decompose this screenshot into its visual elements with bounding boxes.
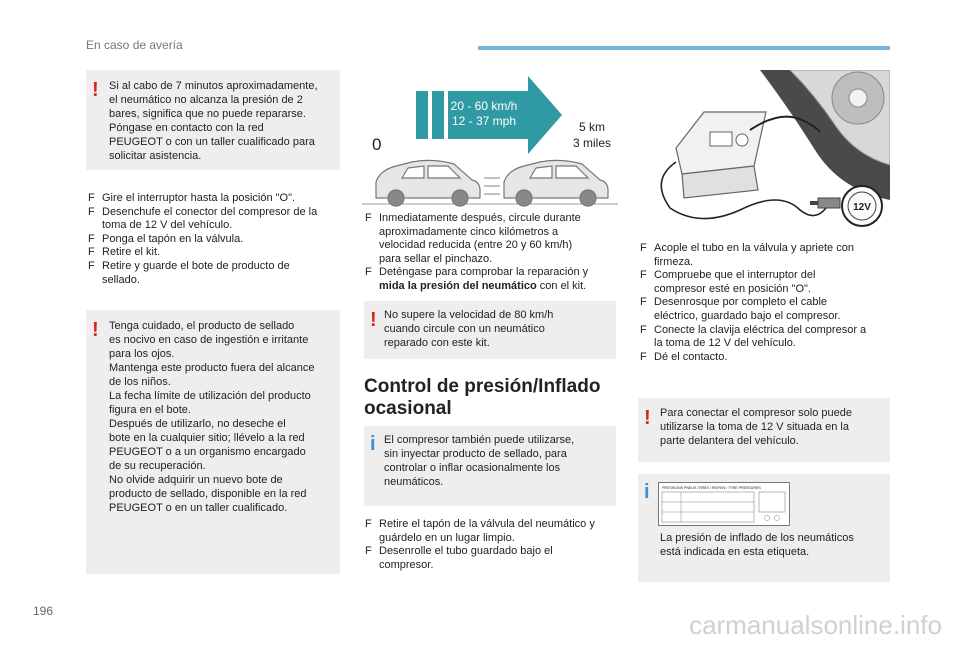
step-item: Dé el contacto. (654, 350, 728, 363)
label-title: PRESSIONS PNEUS /TIRES / REIFEN / TYRE PRESSURES (662, 486, 761, 490)
warning-text: Si al cabo de 7 minutos aproximadamente, el neumático no alcanza la presión de 2 bares, significa que no puede repararse. Póngase en contacto con la red PEUGEOT o con un taller cualificado para solicitar asistencia. (109, 80, 318, 162)
step-item: Acople el tubo en la válvula y apriete con firmeza. (654, 242, 854, 268)
steps-list-col1: F Gire el interruptor hasta la posición "O". F Desenchufe el conector del compresor de la toma de 12 V del vehículo. F Ponga el tapón en la válvula. F Retire el kit. F Retire y guarde el bote de producto de sellado. (88, 192, 318, 286)
socket-label: 12V (853, 202, 871, 213)
warning-icon: ! (92, 319, 99, 341)
info-text: El compresor también puede utilizarse, sin inyectar producto de sellado, para controlar o inflar ocasionalmente los neumáticos. (384, 434, 575, 488)
step-tail: con el kit. (536, 279, 587, 292)
header-accent-bar (478, 46, 890, 50)
step-item: Compruebe que el interruptor del compresor esté en posición "O". (654, 269, 816, 295)
warning-text: No supere la velocidad de 80 km/h cuando circule con un neumático reparado con este kit. (384, 309, 554, 349)
speed-kmh: 20 - 60 km/h (450, 99, 518, 113)
distance-miles: 3 miles (572, 136, 612, 150)
info-box-compressor (364, 426, 616, 506)
step-item: Desenrosque por completo el cable eléctrico, guardado bajo el compresor. (654, 296, 841, 322)
step-item: Gire el interruptor hasta la posición "O". (102, 192, 296, 204)
info-icon: i (644, 481, 650, 503)
warning-box-socket (638, 398, 890, 462)
section-heading: Control de presión/Inflado ocasional (364, 376, 601, 419)
warning-box-pressure (86, 70, 340, 170)
step-item: Retire y guarde el bote de producto de sellado. (102, 259, 290, 286)
warning-box-sealant (86, 310, 340, 574)
step-item: Conecte la clavija eléctrica del compresor a la toma de 12 V del vehículo. (654, 323, 867, 350)
page-number: 196 (33, 604, 54, 618)
warning-text: Para conectar el compresor solo puede utilizarse la toma de 12 V situada en la parte delantera del vehículo. (660, 407, 852, 447)
warning-icon: ! (644, 407, 651, 429)
start-label: 0 (372, 135, 382, 154)
step-bold: mida la presión del neumático (379, 279, 537, 292)
warning-text: Tenga cuidado, el producto de sellado es nocivo en caso de ingestión e irritante para los ojos. Mantenga este producto fuera del alcance de los niños. La fecha límite de utilización del producto figura en el bote. Después de utilizarlo, no deseche el bote en la cualquier sitio; llévelo a la red PEUGEOT o a un organismo encargado de su recuperación. No olvide adquirir un nuevo bote de producto de sellado, disponible en la red PEUGEOT o en un taller cualificado. (109, 320, 315, 514)
info-text: La presión de inflado de los neumáticos está indicada en esta etiqueta. (660, 532, 854, 558)
step-item: Retire el kit. (102, 246, 161, 259)
step-item: Deténgase para comprobar la reparación y (379, 266, 589, 279)
watermark: carmanualsonline.info (689, 610, 942, 640)
info-box-pressure-label (638, 474, 890, 582)
steps-list-col3: F Acople el tubo en la válvula y apriete con firmeza. F Compruebe que el interruptor del compresor esté en posición "O". F Desenrosque por completo el cable eléctrico, guardado bajo el compresor. F Conecte la clavija eléctrica del compresor a la toma de 12 V del vehículo. F Dé el contacto. (640, 242, 867, 363)
distance-km: 5 km (578, 120, 606, 134)
step-item: Retire el tapón de la válvula del neumático y guárdelo en un lugar limpio. (379, 518, 595, 544)
warning-icon: ! (92, 79, 99, 101)
warning-box-speed (364, 301, 616, 359)
step-item: Ponga el tapón en la válvula. (102, 232, 244, 245)
speed-mph: 12 - 37 mph (451, 114, 517, 128)
info-icon: i (370, 433, 376, 455)
section-title: En caso de avería (86, 38, 183, 52)
speed-distance-illustration (362, 70, 618, 208)
tire-pressure-label-image (658, 482, 790, 526)
step-item: Desenchufe el conector del compresor de la toma de 12 V del vehículo. (102, 205, 318, 232)
compressor-illustration (640, 70, 890, 228)
steps-list-col2: F Inmediatamente después, circule durante aproximadamente cinco kilómetros a velocidad reducida (entre 20 y 60 km/h) para sellar el pinchazo. F Deténgase para comprobar la reparación y mida la presión del neumático con el kit. (365, 212, 589, 292)
step-item: Inmediatamente después, circule durante aproximadamente cinco kilómetros a velocidad reducida (entre 20 y 60 km/h) para sellar el pinchazo. (379, 212, 581, 265)
steps-list-col2b: F Retire el tapón de la válvula del neumático y guárdelo en un lugar limpio. F Desenrolle el tubo guardado bajo el compresor. (365, 518, 595, 571)
warning-icon: ! (370, 309, 377, 331)
step-item: Desenrolle el tubo guardado bajo el compresor. (379, 545, 553, 571)
